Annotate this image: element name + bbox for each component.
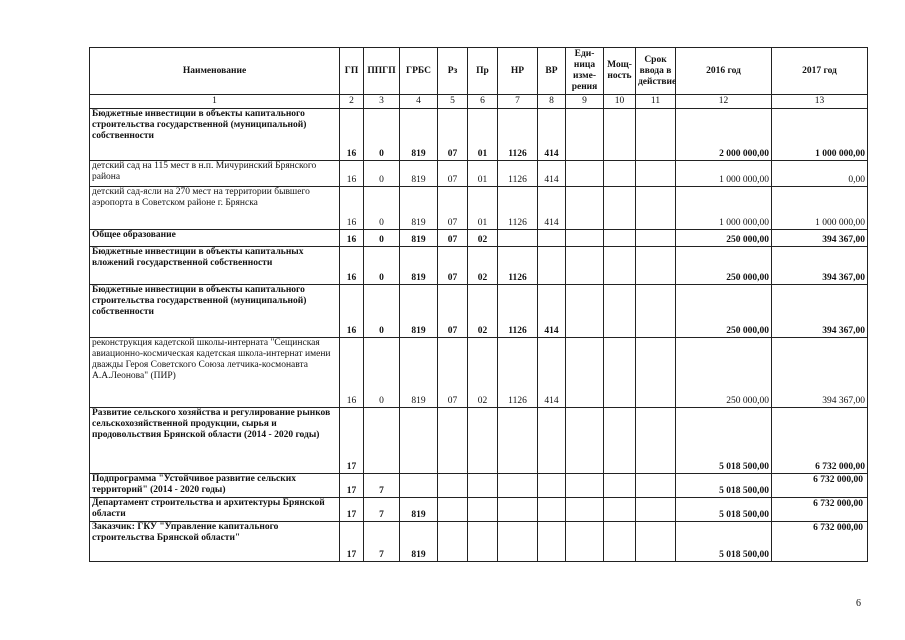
cell-nr	[498, 230, 538, 247]
cell-pgp: 0	[364, 161, 400, 187]
cell-grbs: 819	[400, 522, 438, 562]
table-row	[90, 338, 868, 408]
cell-unit	[566, 187, 604, 230]
cell-pr: 01	[468, 109, 498, 161]
table-row	[90, 474, 868, 498]
header-pr: Пр	[468, 48, 498, 95]
cell-power	[604, 498, 636, 522]
cell-y2016: 5 018 500,00	[676, 474, 772, 498]
cell-rz: 07	[438, 285, 468, 338]
cell-y2017: 394 367,00	[772, 285, 868, 338]
cell-pgp: 0	[364, 109, 400, 161]
column-number: 3	[364, 95, 400, 109]
cell-name: Общее образование	[90, 230, 340, 247]
cell-pgp: 7	[364, 498, 400, 522]
table-row	[90, 109, 868, 161]
cell-y2016: 5 018 500,00	[676, 498, 772, 522]
cell-rz: 07	[438, 161, 468, 187]
cell-vr	[538, 498, 566, 522]
cell-y2016: 1 000 000,00	[676, 161, 772, 187]
cell-grbs: 819	[400, 285, 438, 338]
cell-y2017: 0,00	[772, 161, 868, 187]
column-number: 11	[636, 95, 676, 109]
cell-unit	[566, 230, 604, 247]
cell-rz: 07	[438, 338, 468, 408]
cell-term	[636, 338, 676, 408]
cell-rz: 07	[438, 247, 468, 285]
cell-name: детский сад-ясли на 270 мест на территории бывшего аэропорта в Советском районе г. Брянска	[90, 187, 340, 230]
cell-vr: 414	[538, 187, 566, 230]
cell-y2016: 250 000,00	[676, 285, 772, 338]
header-nr: НР	[498, 48, 538, 95]
cell-nr: 1126	[498, 338, 538, 408]
cell-grbs	[400, 474, 438, 498]
cell-nr	[498, 408, 538, 474]
budget-table	[89, 47, 868, 562]
column-number: 13	[772, 95, 868, 109]
cell-vr	[538, 408, 566, 474]
cell-name: Развитие сельского хозяйства и регулирование рынков сельскохозяйственной продукции, сырья и продовольствия Брянской области (2014 - 2020 годы)	[90, 408, 340, 474]
cell-y2017: 394 367,00	[772, 247, 868, 285]
cell-power	[604, 109, 636, 161]
cell-grbs	[400, 408, 438, 474]
cell-vr: 414	[538, 338, 566, 408]
cell-unit	[566, 338, 604, 408]
cell-y2016: 250 000,00	[676, 247, 772, 285]
cell-power	[604, 408, 636, 474]
column-number: 1	[90, 95, 340, 109]
cell-grbs: 819	[400, 338, 438, 408]
cell-grbs: 819	[400, 230, 438, 247]
cell-power	[604, 187, 636, 230]
cell-pr	[468, 474, 498, 498]
cell-y2017: 1 000 000,00	[772, 109, 868, 161]
cell-term	[636, 408, 676, 474]
header-gp: ГП	[340, 48, 364, 95]
table-row	[90, 230, 868, 247]
cell-y2017: 1 000 000,00	[772, 187, 868, 230]
cell-y2016: 5 018 500,00	[676, 408, 772, 474]
cell-power	[604, 338, 636, 408]
cell-nr: 1126	[498, 187, 538, 230]
cell-unit	[566, 161, 604, 187]
cell-gp: 17	[340, 408, 364, 474]
cell-gp: 16	[340, 161, 364, 187]
cell-name: Бюджетные инвестиции в объекты капитального строительства государственной (муниципальной) собственности	[90, 285, 340, 338]
cell-power	[604, 474, 636, 498]
amount-2017: 6 732 000,00	[813, 523, 863, 533]
cell-rz	[438, 474, 468, 498]
table-row	[90, 498, 868, 522]
cell-pgp	[364, 408, 400, 474]
cell-nr	[498, 474, 538, 498]
cell-pgp: 0	[364, 285, 400, 338]
cell-gp: 16	[340, 247, 364, 285]
header-power: Мощ-ность	[604, 48, 636, 95]
cell-gp: 17	[340, 474, 364, 498]
cell-unit	[566, 285, 604, 338]
header-row	[90, 48, 868, 95]
cell-pr: 01	[468, 187, 498, 230]
cell-grbs: 819	[400, 161, 438, 187]
cell-pr: 02	[468, 338, 498, 408]
cell-y2016: 250 000,00	[676, 230, 772, 247]
table-row	[90, 247, 868, 285]
cell-rz	[438, 498, 468, 522]
column-number: 10	[604, 95, 636, 109]
table-row	[90, 522, 868, 562]
cell-term	[636, 109, 676, 161]
amount-2017: 6 732 000,00	[813, 499, 863, 509]
cell-pr: 02	[468, 247, 498, 285]
cell-name: Бюджетные инвестиции в объекты капитального строительства государственной (муниципальной) собственности	[90, 109, 340, 161]
cell-vr	[538, 474, 566, 498]
table-row	[90, 285, 868, 338]
cell-gp: 17	[340, 522, 364, 562]
cell-nr	[498, 498, 538, 522]
header-unit: Еди-ница изме-рения	[566, 48, 604, 95]
cell-power	[604, 522, 636, 562]
cell-name: детский сад на 115 мест в н.п. Мичуринский Брянского района	[90, 161, 340, 187]
cell-unit	[566, 522, 604, 562]
cell-power	[604, 161, 636, 187]
cell-y2017	[772, 522, 868, 562]
cell-y2017	[772, 498, 868, 522]
header-name: Наименование	[90, 48, 340, 95]
column-number: 9	[566, 95, 604, 109]
cell-grbs: 819	[400, 498, 438, 522]
cell-term	[636, 285, 676, 338]
table-row	[90, 408, 868, 474]
column-number: 6	[468, 95, 498, 109]
cell-nr: 1126	[498, 161, 538, 187]
cell-rz: 07	[438, 109, 468, 161]
cell-unit	[566, 109, 604, 161]
column-number: 12	[676, 95, 772, 109]
cell-pgp: 0	[364, 230, 400, 247]
table-row	[90, 187, 868, 230]
header-pgp: ППГП	[364, 48, 400, 95]
cell-term	[636, 522, 676, 562]
cell-gp: 16	[340, 338, 364, 408]
cell-pgp: 0	[364, 187, 400, 230]
cell-nr	[498, 522, 538, 562]
cell-gp: 16	[340, 187, 364, 230]
cell-y2017: 394 367,00	[772, 338, 868, 408]
cell-nr: 1126	[498, 247, 538, 285]
column-number-row	[90, 95, 868, 109]
cell-y2017: 394 367,00	[772, 230, 868, 247]
header-2017: 2017 год	[772, 48, 868, 95]
cell-pgp: 7	[364, 522, 400, 562]
header-rz: Рз	[438, 48, 468, 95]
cell-pgp: 0	[364, 247, 400, 285]
header-2016: 2016 год	[676, 48, 772, 95]
cell-power	[604, 230, 636, 247]
cell-pr	[468, 408, 498, 474]
cell-vr: 414	[538, 161, 566, 187]
cell-vr: 414	[538, 285, 566, 338]
cell-pgp: 7	[364, 474, 400, 498]
cell-term	[636, 230, 676, 247]
cell-grbs: 819	[400, 187, 438, 230]
column-number: 2	[340, 95, 364, 109]
amount-2017: 6 732 000,00	[813, 475, 863, 485]
page-number: 6	[856, 598, 861, 609]
cell-name: Бюджетные инвестиции в объекты капитальных вложений государственной собственности	[90, 247, 340, 285]
cell-y2016: 5 018 500,00	[676, 522, 772, 562]
cell-term	[636, 187, 676, 230]
cell-rz: 07	[438, 187, 468, 230]
cell-nr: 1126	[498, 285, 538, 338]
cell-gp: 16	[340, 230, 364, 247]
cell-name: Заказчик: ГКУ "Управление капитального строительства Брянской области"	[90, 522, 340, 562]
column-number: 7	[498, 95, 538, 109]
column-number: 5	[438, 95, 468, 109]
column-number: 8	[538, 95, 566, 109]
header-vr: ВР	[538, 48, 566, 95]
column-number: 4	[400, 95, 438, 109]
cell-pr	[468, 522, 498, 562]
cell-gp: 16	[340, 285, 364, 338]
header-grbs: ГРБС	[400, 48, 438, 95]
cell-rz	[438, 408, 468, 474]
cell-pgp: 0	[364, 338, 400, 408]
cell-y2016: 250 000,00	[676, 338, 772, 408]
cell-term	[636, 498, 676, 522]
cell-y2016: 2 000 000,00	[676, 109, 772, 161]
cell-y2016: 1 000 000,00	[676, 187, 772, 230]
cell-grbs: 819	[400, 247, 438, 285]
cell-name: Подпрограмма "Устойчивое развитие сельских территорий" (2014 - 2020 годы)	[90, 474, 340, 498]
cell-pr: 02	[468, 285, 498, 338]
cell-power	[604, 247, 636, 285]
cell-rz	[438, 522, 468, 562]
cell-y2017: 6 732 000,00	[772, 408, 868, 474]
cell-rz: 07	[438, 230, 468, 247]
cell-vr	[538, 247, 566, 285]
cell-term	[636, 474, 676, 498]
cell-gp: 16	[340, 109, 364, 161]
cell-unit	[566, 408, 604, 474]
cell-name: Департамент строительства и архитектуры Брянской области	[90, 498, 340, 522]
cell-pr	[468, 498, 498, 522]
cell-power	[604, 285, 636, 338]
cell-unit	[566, 474, 604, 498]
cell-unit	[566, 498, 604, 522]
cell-pr: 01	[468, 161, 498, 187]
table-row	[90, 161, 868, 187]
cell-y2017	[772, 474, 868, 498]
cell-vr	[538, 230, 566, 247]
cell-vr: 414	[538, 109, 566, 161]
cell-gp: 17	[340, 498, 364, 522]
cell-name: реконструкция кадетской школы-интерната "Сещинская авиационно-космическая кадетская школа-интернат имени дважды Героя Советского Союза летчика-космонавта А.А.Леонова" (ПИР)	[90, 338, 340, 408]
cell-pr: 02	[468, 230, 498, 247]
cell-term	[636, 247, 676, 285]
cell-grbs: 819	[400, 109, 438, 161]
cell-term	[636, 161, 676, 187]
cell-unit	[566, 247, 604, 285]
cell-vr	[538, 522, 566, 562]
cell-nr: 1126	[498, 109, 538, 161]
header-term: Срок ввода в действие	[636, 48, 676, 95]
